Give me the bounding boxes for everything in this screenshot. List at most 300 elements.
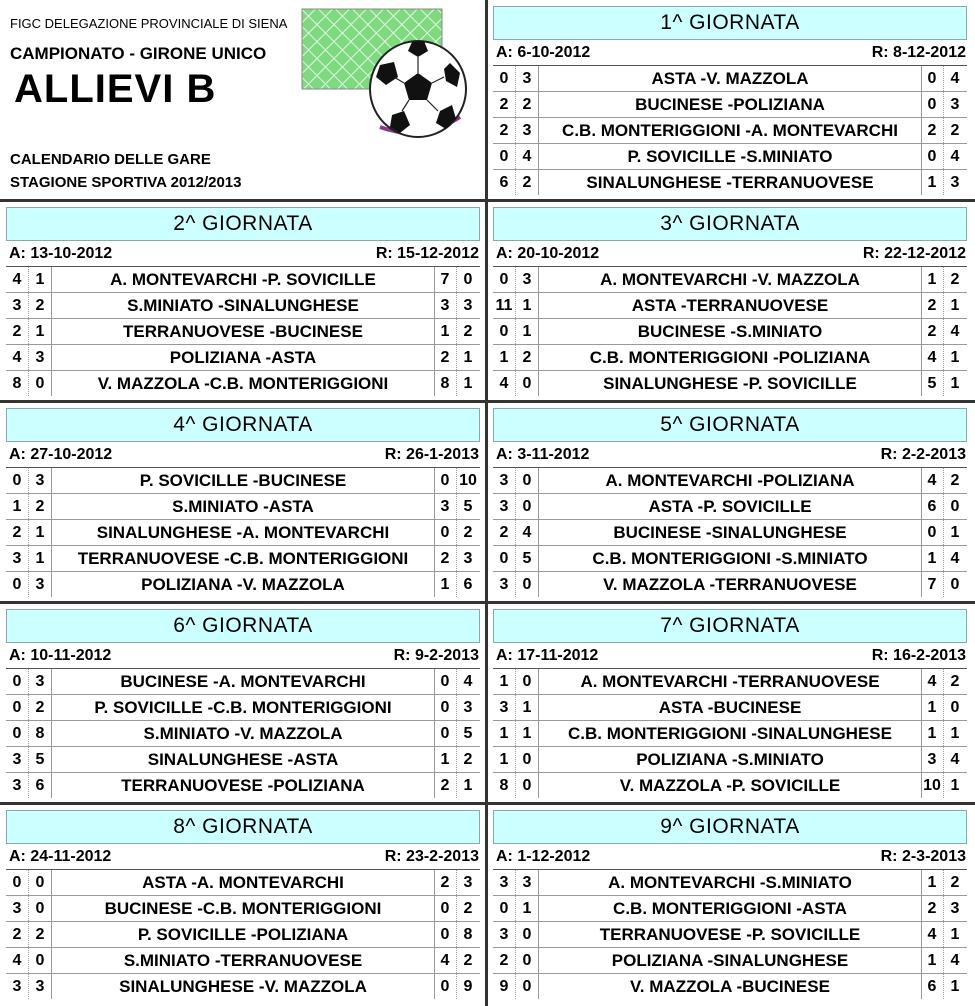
- andata-home-score: 2: [493, 92, 516, 117]
- andata-date: A: 27-10-2012: [9, 446, 113, 463]
- match-teams: ASTA -TERRANUOVESE: [538, 293, 922, 318]
- match-teams: POLIZIANA -ASTA: [51, 345, 435, 370]
- ritorno-home-score: 4: [434, 948, 457, 973]
- match-teams: P. SOVICILLE -S.MINIATO: [538, 144, 922, 169]
- andata-home-score: 3: [493, 468, 516, 493]
- match-teams: S.MINIATO -V. MAZZOLA: [51, 721, 435, 746]
- andata-date: A: 6-10-2012: [496, 44, 591, 61]
- ritorno-home-score: 2: [921, 319, 944, 344]
- ritorno-date: R: 23-2-2013: [384, 848, 479, 865]
- andata-home-score: 0: [493, 144, 516, 169]
- andata-away-score: 5: [522, 550, 532, 567]
- andata-away-score: 1: [522, 900, 532, 917]
- match-row: [493, 895, 967, 921]
- match-teams: A. MONTEVARCHI -POLIZIANA: [538, 468, 922, 493]
- round-block: [488, 805, 971, 1003]
- match-row: [493, 467, 967, 493]
- match-row: [493, 91, 967, 117]
- andata-home-score: 3: [493, 695, 516, 720]
- ritorno-date: R: 22-12-2012: [862, 245, 966, 262]
- andata-home-score: 0: [6, 870, 29, 895]
- ritorno-home-score: 0: [434, 669, 457, 694]
- match-row: [493, 746, 967, 772]
- match-row: [493, 344, 967, 370]
- andata-date: A: 1-12-2012: [496, 848, 591, 865]
- match-list: [493, 668, 967, 798]
- match-teams: SINALUNGHESE -V. MAZZOLA: [51, 974, 435, 999]
- andata-home-score: 6: [493, 170, 516, 195]
- andata-away-score: 1: [522, 725, 532, 742]
- ritorno-away-score: 1: [950, 777, 960, 794]
- andata-home-score: 4: [6, 345, 29, 370]
- ritorno-home-score: 5: [921, 371, 944, 396]
- ritorno-home-score: 6: [921, 494, 944, 519]
- andata-home-score: 2: [6, 520, 29, 545]
- andata-date: A: 13-10-2012: [9, 245, 113, 262]
- ritorno-home-score: 2: [434, 546, 457, 571]
- ritorno-home-score: 2: [434, 870, 457, 895]
- andata-home-score: 1: [493, 721, 516, 746]
- match-row: [493, 947, 967, 973]
- andata-away-score: 0: [35, 952, 45, 969]
- match-list: [6, 869, 480, 999]
- ritorno-home-score: 7: [434, 267, 457, 292]
- andata-date: A: 17-11-2012: [496, 647, 599, 664]
- andata-away-score: 6: [35, 777, 45, 794]
- andata-away-score: 2: [35, 926, 45, 943]
- andata-away-score: 2: [522, 349, 532, 366]
- match-teams: A. MONTEVARCHI -S.MINIATO: [538, 870, 922, 895]
- round-block: [1, 805, 484, 1003]
- match-row: [6, 694, 480, 720]
- round-block: [1, 202, 484, 400]
- andata-home-score: 3: [6, 293, 29, 318]
- ritorno-away-score: 2: [950, 673, 960, 690]
- round-dates: [6, 444, 480, 466]
- andata-away-score: 3: [35, 673, 45, 690]
- ritorno-home-score: 10: [921, 773, 944, 798]
- horizontal-divider: [0, 400, 975, 403]
- andata-home-score: 2: [493, 520, 516, 545]
- match-teams: POLIZIANA -S.MINIATO: [538, 747, 922, 772]
- season-label: STAGIONE SPORTIVA 2012/2013: [10, 174, 242, 191]
- match-teams: V. MAZZOLA -P. SOVICILLE: [538, 773, 922, 798]
- match-teams: A. MONTEVARCHI -TERRANUOVESE: [538, 669, 922, 694]
- ritorno-away-score: 3: [463, 550, 473, 567]
- andata-home-score: 0: [493, 546, 516, 571]
- andata-home-score: 3: [493, 922, 516, 947]
- ritorno-away-score: 2: [950, 472, 960, 489]
- ritorno-away-score: 6: [463, 576, 473, 593]
- horizontal-divider: [0, 199, 975, 202]
- ritorno-away-score: 2: [463, 524, 473, 541]
- ritorno-date: R: 2-2-2013: [880, 446, 966, 463]
- match-teams: A. MONTEVARCHI -V. MAZZOLA: [538, 267, 922, 292]
- match-teams: POLIZIANA -V. MAZZOLA: [51, 572, 435, 597]
- match-teams: C.B. MONTERIGGIONI -S.MINIATO: [538, 546, 922, 571]
- andata-away-score: 2: [522, 96, 532, 113]
- andata-home-score: 0: [493, 896, 516, 921]
- match-teams: C.B. MONTERIGGIONI -POLIZIANA: [538, 345, 922, 370]
- andata-away-score: 8: [35, 725, 45, 742]
- match-teams: A. MONTEVARCHI -P. SOVICILLE: [51, 267, 435, 292]
- match-row: [6, 467, 480, 493]
- andata-home-score: 3: [493, 572, 516, 597]
- calendar-header: [1, 1, 484, 199]
- match-teams: V. MAZZOLA -BUCINESE: [538, 974, 922, 999]
- andata-date: A: 3-11-2012: [496, 446, 590, 463]
- round-block: [1, 403, 484, 601]
- ritorno-home-score: 6: [921, 974, 944, 999]
- match-teams: V. MAZZOLA -C.B. MONTERIGGIONI: [51, 371, 435, 396]
- andata-away-score: 1: [522, 699, 532, 716]
- ritorno-date: R: 16-2-2013: [871, 647, 966, 664]
- andata-away-score: 3: [522, 874, 532, 891]
- ritorno-date: R: 9-2-2013: [393, 647, 479, 664]
- ritorno-home-score: 0: [434, 974, 457, 999]
- round-dates: [493, 444, 967, 466]
- andata-away-score: 4: [522, 148, 532, 165]
- ritorno-home-score: 4: [921, 669, 944, 694]
- andata-away-score: 5: [35, 751, 45, 768]
- ritorno-home-score: 1: [921, 948, 944, 973]
- ritorno-away-score: 4: [950, 70, 960, 87]
- match-list: [493, 869, 967, 999]
- ritorno-home-score: 3: [434, 494, 457, 519]
- andata-home-score: 3: [6, 773, 29, 798]
- match-teams: C.B. MONTERIGGIONI -ASTA: [538, 896, 922, 921]
- andata-date: A: 24-11-2012: [9, 848, 112, 865]
- andata-away-score: 0: [522, 978, 532, 995]
- match-teams: BUCINESE -A. MONTEVARCHI: [51, 669, 435, 694]
- ritorno-away-score: 2: [950, 874, 960, 891]
- round-title: 6^ GIORNATA: [6, 609, 480, 643]
- andata-home-score: 3: [493, 870, 516, 895]
- category-title: ALLIEVI B: [14, 67, 217, 111]
- match-teams: SINALUNGHESE -P. SOVICILLE: [538, 371, 922, 396]
- andata-home-score: 3: [6, 974, 29, 999]
- andata-away-score: 1: [35, 323, 45, 340]
- match-row: [493, 143, 967, 169]
- andata-home-score: 9: [493, 974, 516, 999]
- championship-label: CAMPIONATO - GIRONE UNICO: [10, 44, 267, 63]
- match-teams: P. SOVICILLE -POLIZIANA: [51, 922, 435, 947]
- andata-away-score: 2: [35, 297, 45, 314]
- soccer-ball-goal-icon: [300, 7, 470, 141]
- ritorno-away-score: 4: [950, 751, 960, 768]
- andata-home-score: 4: [6, 948, 29, 973]
- round-dates: [6, 243, 480, 265]
- match-row: [493, 65, 967, 91]
- match-row: [493, 869, 967, 895]
- ritorno-away-score: 2: [463, 323, 473, 340]
- andata-home-score: 3: [6, 896, 29, 921]
- match-list: [6, 266, 480, 396]
- match-row: [6, 869, 480, 895]
- ritorno-away-score: 2: [950, 271, 960, 288]
- round-block: [488, 604, 971, 802]
- match-list: [6, 668, 480, 798]
- round-title: 3^ GIORNATA: [493, 207, 967, 241]
- ritorno-home-score: 1: [921, 267, 944, 292]
- round-title: 9^ GIORNATA: [493, 810, 967, 844]
- match-teams: TERRANUOVESE -BUCINESE: [51, 319, 435, 344]
- ritorno-home-score: 2: [921, 293, 944, 318]
- ritorno-home-score: 7: [921, 572, 944, 597]
- andata-away-score: 1: [35, 524, 45, 541]
- andata-away-score: 0: [522, 576, 532, 593]
- ritorno-away-score: 8: [463, 926, 473, 943]
- andata-away-score: 3: [522, 70, 532, 87]
- ritorno-date: R: 2-3-2013: [880, 848, 966, 865]
- andata-home-score: 0: [493, 319, 516, 344]
- round-block: [488, 1, 971, 199]
- ritorno-date: R: 8-12-2012: [871, 44, 966, 61]
- ritorno-home-score: 1: [921, 695, 944, 720]
- match-row: [493, 493, 967, 519]
- ritorno-home-score: 3: [434, 293, 457, 318]
- round-block: [488, 403, 971, 601]
- ritorno-away-score: 1: [950, 524, 960, 541]
- federation-label: FIGC DELEGAZIONE PROVINCIALE DI SIENA: [10, 16, 288, 31]
- match-row: [6, 895, 480, 921]
- andata-home-score: 0: [493, 267, 516, 292]
- andata-home-score: 3: [6, 747, 29, 772]
- andata-away-score: 1: [522, 323, 532, 340]
- ritorno-home-score: 1: [434, 747, 457, 772]
- match-teams: TERRANUOVESE -P. SOVICILLE: [538, 922, 922, 947]
- ritorno-away-score: 2: [463, 952, 473, 969]
- match-teams: P. SOVICILLE -BUCINESE: [51, 468, 435, 493]
- ritorno-away-score: 0: [950, 498, 960, 515]
- match-row: [493, 519, 967, 545]
- ritorno-home-score: 0: [434, 468, 457, 493]
- ritorno-away-score: 4: [950, 952, 960, 969]
- match-row: [6, 266, 480, 292]
- andata-home-score: 0: [6, 572, 29, 597]
- round-title: 7^ GIORNATA: [493, 609, 967, 643]
- andata-away-score: 3: [35, 472, 45, 489]
- round-dates: [493, 243, 967, 265]
- match-row: [6, 746, 480, 772]
- ritorno-away-score: 4: [950, 323, 960, 340]
- vertical-divider: [485, 0, 488, 1006]
- ritorno-home-score: 1: [434, 572, 457, 597]
- match-teams: S.MINIATO -TERRANUOVESE: [51, 948, 435, 973]
- andata-away-score: 1: [35, 550, 45, 567]
- match-row: [493, 772, 967, 798]
- ritorno-home-score: 2: [921, 118, 944, 143]
- andata-away-score: 2: [35, 699, 45, 716]
- round-block: [1, 604, 484, 802]
- andata-home-score: 3: [6, 546, 29, 571]
- round-title: 1^ GIORNATA: [493, 6, 967, 40]
- match-row: [493, 117, 967, 143]
- andata-away-score: 1: [35, 271, 45, 288]
- ritorno-home-score: 0: [921, 92, 944, 117]
- match-row: [6, 493, 480, 519]
- match-teams: S.MINIATO -ASTA: [51, 494, 435, 519]
- round-dates: [493, 846, 967, 868]
- andata-home-score: 4: [493, 371, 516, 396]
- match-teams: SINALUNGHESE -TERRANUOVESE: [538, 170, 922, 195]
- match-teams: POLIZIANA -SINALUNGHESE: [538, 948, 922, 973]
- ritorno-home-score: 0: [434, 896, 457, 921]
- ritorno-home-score: 1: [921, 546, 944, 571]
- match-teams: SINALUNGHESE -ASTA: [51, 747, 435, 772]
- andata-away-score: 2: [522, 174, 532, 191]
- andata-home-score: 2: [6, 319, 29, 344]
- ritorno-home-score: 0: [434, 922, 457, 947]
- match-row: [493, 545, 967, 571]
- match-row: [6, 720, 480, 746]
- match-row: [6, 668, 480, 694]
- match-row: [6, 344, 480, 370]
- ritorno-away-score: 9: [463, 978, 473, 995]
- match-teams: BUCINESE -S.MINIATO: [538, 319, 922, 344]
- match-list: [493, 65, 967, 195]
- andata-home-score: 1: [493, 747, 516, 772]
- ritorno-home-score: 3: [921, 747, 944, 772]
- andata-home-score: 3: [493, 494, 516, 519]
- ritorno-away-score: 1: [950, 375, 960, 392]
- andata-away-score: 1: [522, 297, 532, 314]
- match-row: [493, 921, 967, 947]
- ritorno-home-score: 0: [434, 695, 457, 720]
- andata-away-score: 3: [522, 271, 532, 288]
- match-teams: TERRANUOVESE -C.B. MONTERIGGIONI: [51, 546, 435, 571]
- ritorno-away-score: 10: [459, 472, 477, 489]
- ritorno-home-score: 1: [921, 870, 944, 895]
- ritorno-away-score: 1: [463, 349, 473, 366]
- match-teams: ASTA -BUCINESE: [538, 695, 922, 720]
- andata-home-score: 0: [6, 669, 29, 694]
- andata-away-score: 0: [35, 874, 45, 891]
- round-dates: [493, 645, 967, 667]
- andata-home-score: 2: [493, 948, 516, 973]
- ritorno-away-score: 4: [950, 148, 960, 165]
- match-teams: ASTA -P. SOVICILLE: [538, 494, 922, 519]
- ritorno-away-score: 2: [463, 751, 473, 768]
- andata-away-score: 0: [522, 751, 532, 768]
- round-title: 2^ GIORNATA: [6, 207, 480, 241]
- ritorno-home-score: 0: [921, 66, 944, 91]
- match-row: [6, 318, 480, 344]
- ritorno-away-score: 1: [950, 725, 960, 742]
- match-teams: ASTA -A. MONTEVARCHI: [51, 870, 435, 895]
- ritorno-away-score: 3: [950, 900, 960, 917]
- ritorno-home-score: 1: [921, 721, 944, 746]
- ritorno-away-score: 4: [950, 550, 960, 567]
- andata-home-score: 11: [493, 293, 516, 318]
- andata-away-score: 0: [35, 375, 45, 392]
- ritorno-home-score: 4: [921, 922, 944, 947]
- andata-away-score: 3: [35, 576, 45, 593]
- match-row: [6, 571, 480, 597]
- andata-away-score: 3: [35, 349, 45, 366]
- ritorno-home-score: 8: [434, 371, 457, 396]
- round-title: 8^ GIORNATA: [6, 810, 480, 844]
- ritorno-home-score: 2: [434, 773, 457, 798]
- andata-home-score: 0: [493, 66, 516, 91]
- match-teams: V. MAZZOLA -TERRANUOVESE: [538, 572, 922, 597]
- ritorno-home-score: 2: [434, 345, 457, 370]
- round-dates: [493, 42, 967, 64]
- ritorno-away-score: 0: [463, 271, 473, 288]
- andata-away-score: 4: [522, 524, 532, 541]
- andata-home-score: 2: [6, 922, 29, 947]
- round-title: 4^ GIORNATA: [6, 408, 480, 442]
- andata-home-score: 0: [6, 468, 29, 493]
- ritorno-away-score: 0: [950, 699, 960, 716]
- andata-home-score: 0: [6, 721, 29, 746]
- match-row: [493, 720, 967, 746]
- andata-away-score: 3: [522, 122, 532, 139]
- andata-home-score: 1: [493, 345, 516, 370]
- match-row: [493, 169, 967, 195]
- match-row: [493, 668, 967, 694]
- round-block: [488, 202, 971, 400]
- match-row: [6, 370, 480, 396]
- match-row: [493, 973, 967, 999]
- ritorno-away-score: 1: [950, 926, 960, 943]
- match-row: [6, 973, 480, 999]
- ritorno-away-score: 4: [463, 673, 473, 690]
- andata-away-score: 3: [35, 978, 45, 995]
- calendar-label: CALENDARIO DELLE GARE: [10, 151, 211, 168]
- match-list: [493, 266, 967, 396]
- ritorno-away-score: 0: [950, 576, 960, 593]
- andata-away-score: 2: [35, 498, 45, 515]
- andata-away-score: 0: [522, 952, 532, 969]
- andata-away-score: 0: [522, 375, 532, 392]
- ritorno-away-score: 3: [463, 699, 473, 716]
- andata-away-score: 0: [522, 498, 532, 515]
- andata-home-score: 8: [6, 371, 29, 396]
- ritorno-away-score: 1: [463, 777, 473, 794]
- match-teams: BUCINESE -POLIZIANA: [538, 92, 922, 117]
- andata-away-score: 0: [522, 926, 532, 943]
- round-title: 5^ GIORNATA: [493, 408, 967, 442]
- andata-home-score: 0: [6, 695, 29, 720]
- match-row: [493, 370, 967, 396]
- ritorno-home-score: 1: [434, 319, 457, 344]
- ritorno-away-score: 2: [463, 900, 473, 917]
- match-row: [6, 947, 480, 973]
- match-teams: BUCINESE -SINALUNGHESE: [538, 520, 922, 545]
- match-list: [493, 467, 967, 597]
- round-dates: [6, 846, 480, 868]
- ritorno-away-score: 1: [950, 978, 960, 995]
- ritorno-home-score: 4: [921, 468, 944, 493]
- match-row: [6, 519, 480, 545]
- andata-home-score: 4: [6, 267, 29, 292]
- ritorno-home-score: 0: [434, 721, 457, 746]
- match-row: [493, 266, 967, 292]
- match-row: [6, 545, 480, 571]
- ritorno-away-score: 1: [950, 349, 960, 366]
- match-teams: C.B. MONTERIGGIONI -SINALUNGHESE: [538, 721, 922, 746]
- ritorno-away-score: 3: [463, 874, 473, 891]
- match-teams: ASTA -V. MAZZOLA: [538, 66, 922, 91]
- ritorno-home-score: 0: [434, 520, 457, 545]
- ritorno-away-score: 1: [950, 297, 960, 314]
- andata-away-score: 0: [522, 673, 532, 690]
- ritorno-away-score: 5: [463, 725, 473, 742]
- match-teams: P. SOVICILLE -C.B. MONTERIGGIONI: [51, 695, 435, 720]
- match-row: [493, 694, 967, 720]
- round-dates: [6, 645, 480, 667]
